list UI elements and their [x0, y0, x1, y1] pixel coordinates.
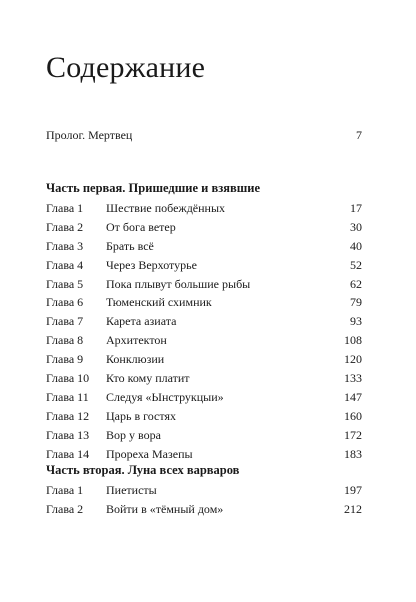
chapter-number: Глава 2: [46, 219, 84, 234]
chapter-title: Кто кому платит: [106, 371, 190, 386]
chapter-number: Глава 10: [46, 371, 90, 386]
chapter-title: Пиетисты: [106, 483, 157, 497]
toc-entry-chapter[interactable]: [46, 275, 362, 294]
toc-entry-chapter[interactable]: [46, 388, 362, 407]
part-title: Часть вторая. Луна всех варваров: [46, 463, 240, 477]
toc-entry-chapter[interactable]: [46, 218, 362, 237]
chapter-title: Тюменский схимник: [106, 295, 212, 310]
chapter-number: Глава 1: [46, 483, 84, 497]
chapter-page-number: 120: [344, 352, 362, 367]
toc-entry-chapter[interactable]: [46, 293, 362, 312]
chapter-title: Конклюзии: [106, 352, 165, 367]
chapter-title: Шествие побеждённых: [106, 201, 226, 215]
toc-part-1: [46, 179, 362, 463]
prologue-page-number: 7: [356, 128, 362, 142]
chapter-page-number: 40: [350, 238, 362, 253]
part-title: Часть первая. Пришедшие и взявшие: [46, 181, 261, 195]
chapter-title: Через Верхотурье: [106, 257, 197, 272]
chapter-page-number: 160: [344, 408, 362, 423]
chapter-number: Глава 4: [46, 257, 84, 272]
toc-entry-chapter[interactable]: [46, 331, 362, 350]
chapter-number: Глава 5: [46, 276, 84, 291]
toc-entry-chapter[interactable]: [46, 426, 362, 445]
chapter-number: Глава 11: [46, 389, 89, 404]
chapter-title: Царь в гостях: [106, 408, 176, 423]
toc-entry-chapter[interactable]: [46, 350, 362, 369]
chapter-page-number: 79: [350, 295, 362, 310]
chapter-title: Прореха Мазепы: [106, 446, 193, 461]
chapter-page-number: 93: [350, 314, 362, 329]
chapter-title: От бога ветер: [106, 219, 176, 234]
toc-entry-chapter[interactable]: [46, 256, 362, 275]
toc-entry-chapter[interactable]: [46, 407, 362, 426]
chapter-page-number: 108: [344, 333, 362, 348]
chapter-number: Глава 7: [46, 314, 84, 329]
chapter-title: Войти в «тёмный дом»: [106, 501, 224, 516]
chapter-page-number: 197: [344, 483, 362, 497]
chapter-number: Глава 1: [46, 201, 84, 215]
chapter-page-number: 52: [350, 257, 362, 272]
chapter-page-number: 172: [344, 427, 362, 442]
chapter-title: Вор у вора: [106, 427, 161, 442]
chapter-number: Глава 6: [46, 295, 84, 310]
toc-entry-chapter[interactable]: [46, 237, 362, 256]
toc-entry-chapter[interactable]: [46, 481, 362, 500]
prologue-title: Пролог. Мертвец: [46, 128, 133, 142]
chapter-page-number: 212: [344, 501, 362, 516]
chapter-list: [46, 199, 362, 463]
chapter-title: Следуя «Ынструкцыи»: [106, 389, 224, 404]
chapter-page-number: 183: [344, 446, 362, 461]
toc-entry-chapter[interactable]: [46, 500, 362, 519]
chapter-title: Архитектон: [106, 333, 167, 348]
chapter-number: Глава 3: [46, 238, 84, 253]
toc-part-2: [46, 461, 362, 519]
chapter-page-number: 17: [350, 201, 362, 215]
page-title: Содержание: [46, 51, 206, 84]
chapter-number: Глава 2: [46, 501, 84, 516]
chapter-page-number: 30: [350, 219, 362, 234]
chapter-number: Глава 12: [46, 408, 90, 423]
chapter-number: Глава 8: [46, 333, 84, 348]
toc-entry-chapter[interactable]: [46, 199, 362, 218]
chapter-page-number: 62: [350, 276, 362, 291]
chapter-title: Брать всё: [106, 238, 154, 253]
chapter-title: Пока плывут большие рыбы: [106, 276, 251, 291]
chapter-number: Глава 9: [46, 352, 84, 367]
chapter-page-number: 147: [344, 389, 362, 404]
chapter-number: Глава 14: [46, 446, 90, 461]
toc-entry-prologue[interactable]: [46, 126, 362, 144]
chapter-number: Глава 13: [46, 427, 90, 442]
toc-entry-chapter[interactable]: [46, 369, 362, 388]
chapter-title: Карета азиата: [106, 314, 177, 329]
toc-entry-chapter[interactable]: [46, 312, 362, 331]
chapter-list: [46, 481, 362, 519]
chapter-page-number: 133: [344, 371, 362, 386]
